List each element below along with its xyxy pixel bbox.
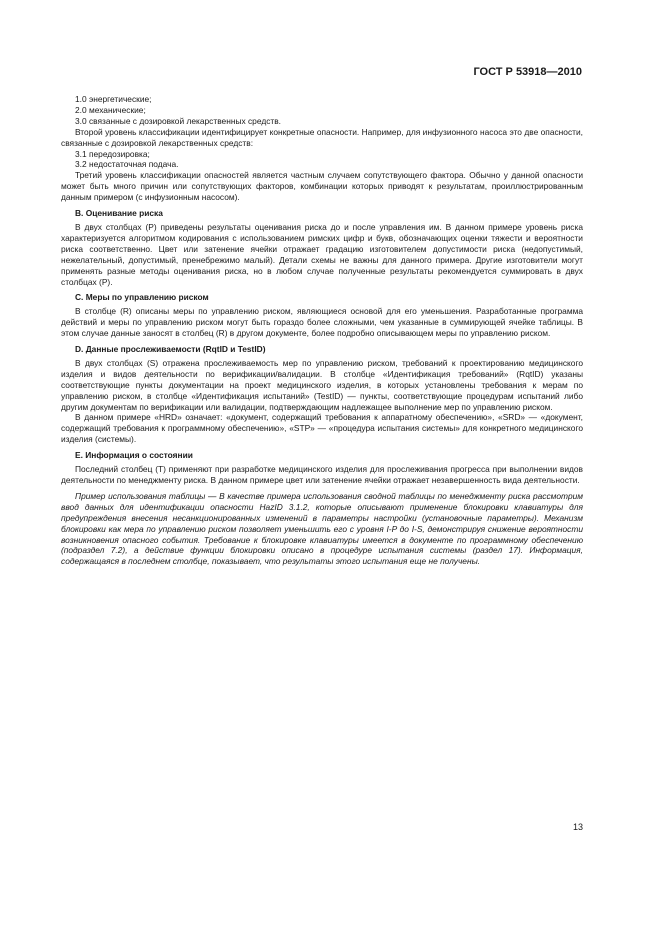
page-body: [61, 94, 583, 567]
page-number: 13: [572, 822, 583, 832]
list-item: 3.0 связанные с дозировкой лекарственных средств.: [75, 115, 282, 126]
paragraph: Второй уровень классификации идентифицирует конкретные опасности. Например, для инфузионного насоса это две опасности, связанные с дозировкой лекарственных средств:: [61, 126, 583, 148]
list-item: 3.2 недостаточная подача.: [75, 159, 179, 170]
section-d-text: В данном примере «HRD» означает: «документ, содержащий требования к аппаратному обеспечению», «SRD» — «документ, содержащий требования к программному обеспечению», «STP» — «процедура испытания системы» для конкретного медицинского изделия (системы).: [61, 412, 583, 445]
example-paragraph: Пример использования таблицы — В качестве примера использования сводной таблицы по менеджменту риска рассмотрим ввод данных для идентификации опасности HazID 3.1.2, которые описывают применение блокировки клавиатуры для предупреждения внесения несанкционированных изменений в параметры настройки (установочные параметры). Механизм блокировки как мера по управлению риском позволяет уменьшить его с уровня I-P до I-S, демонстрируя снижение вероятности возникновения опасного события. Требование к блокировке клавиатуры имеется в документе по программному обеспечению (подраздел 7.2), а действие функции блокировки описано в процедуре испытания системы (раздел 17). Информация, содержащаяся в последнем столбце, показывает, что результаты этого испытания еще не получены.: [61, 490, 583, 567]
section-d-heading: D. Данные прослеживаемости (RqtID и TestID): [75, 344, 266, 355]
section-d-text: В двух столбцах (S) отражена прослеживаемость мер по управлению риском, требований к проектированию медицинского изделия и видов деятельности по верификации/валидации. В столбце «Идентификация требований» (RqtID) указаны соответствующие пункты документации на проект медицинского изделия, в которых установлены требования к мерам по управлению риском, в столбце «Идентификация испытаний» (TestID) — пункты, соответствующие процедурам испытаний либо другим документам по верификации или валидации, подтверждающим надлежащее выполнение мер по управлению риском.: [61, 357, 583, 412]
section-b-text: В двух столбцах (P) приведены результаты оценивания риска до и после управления им. В данном примере уровень риска характеризуется алгоритмом кодирования с использованием римских цифр и букв, обозначающих оценки тяжести и вероятности риска соответственно. Цвет или затенение ячейки отражает градацию изготовителем допустимости риска (недопустимый, нежелательный, допустимый, пренебрежимо малый). Детали схемы не важны для данного примера. Другие изготовители могут применять разные методы оценивания риска, но в любом случае полученные результаты рекомендуется суммировать в двух столбцах (P).: [61, 221, 583, 287]
section-c-text: В столбце (R) описаны меры по управлению риском, являющиеся основой для его уменьшения. Разработанные программа действий и меры по управлению риском могут быть гораздо более сложными, чем указанные в суммирующей ячейке таблицы. В этом случае данные заносят в столбец (R) в другом документе, более подробно описывающем меры по управлению риском.: [61, 306, 583, 339]
section-e-text: Последний столбец (T) применяют при разработке медицинского изделия для прослеживания прогресса при выполнении видов деятельности по менеджменту риска. В данном примере цвет или затенение ячейки отражает незавершенность вида деятельности.: [61, 464, 583, 485]
section-e-heading: E. Информация о состоянии: [75, 450, 193, 461]
list-item: 2.0 механические;: [75, 104, 146, 115]
list-item: 3.1 передозировка;: [75, 148, 150, 159]
list-item: 1.0 энергетические;: [75, 94, 152, 104]
section-b-heading: B. Оценивание риска: [75, 208, 163, 219]
paragraph: Третий уровень классификации опасностей является частным случаем сопутствующего фактора. Обычно у данной опасности может быть много причин или сопутствующих факторов, комбинации которых приводят к результатам, проиллюстрированным данным примером (с инфузионным насосом).: [61, 170, 583, 203]
document-code: ГОСТ Р 53918—2010: [473, 66, 582, 78]
section-c-heading: C. Меры по управлению риском: [75, 292, 209, 303]
